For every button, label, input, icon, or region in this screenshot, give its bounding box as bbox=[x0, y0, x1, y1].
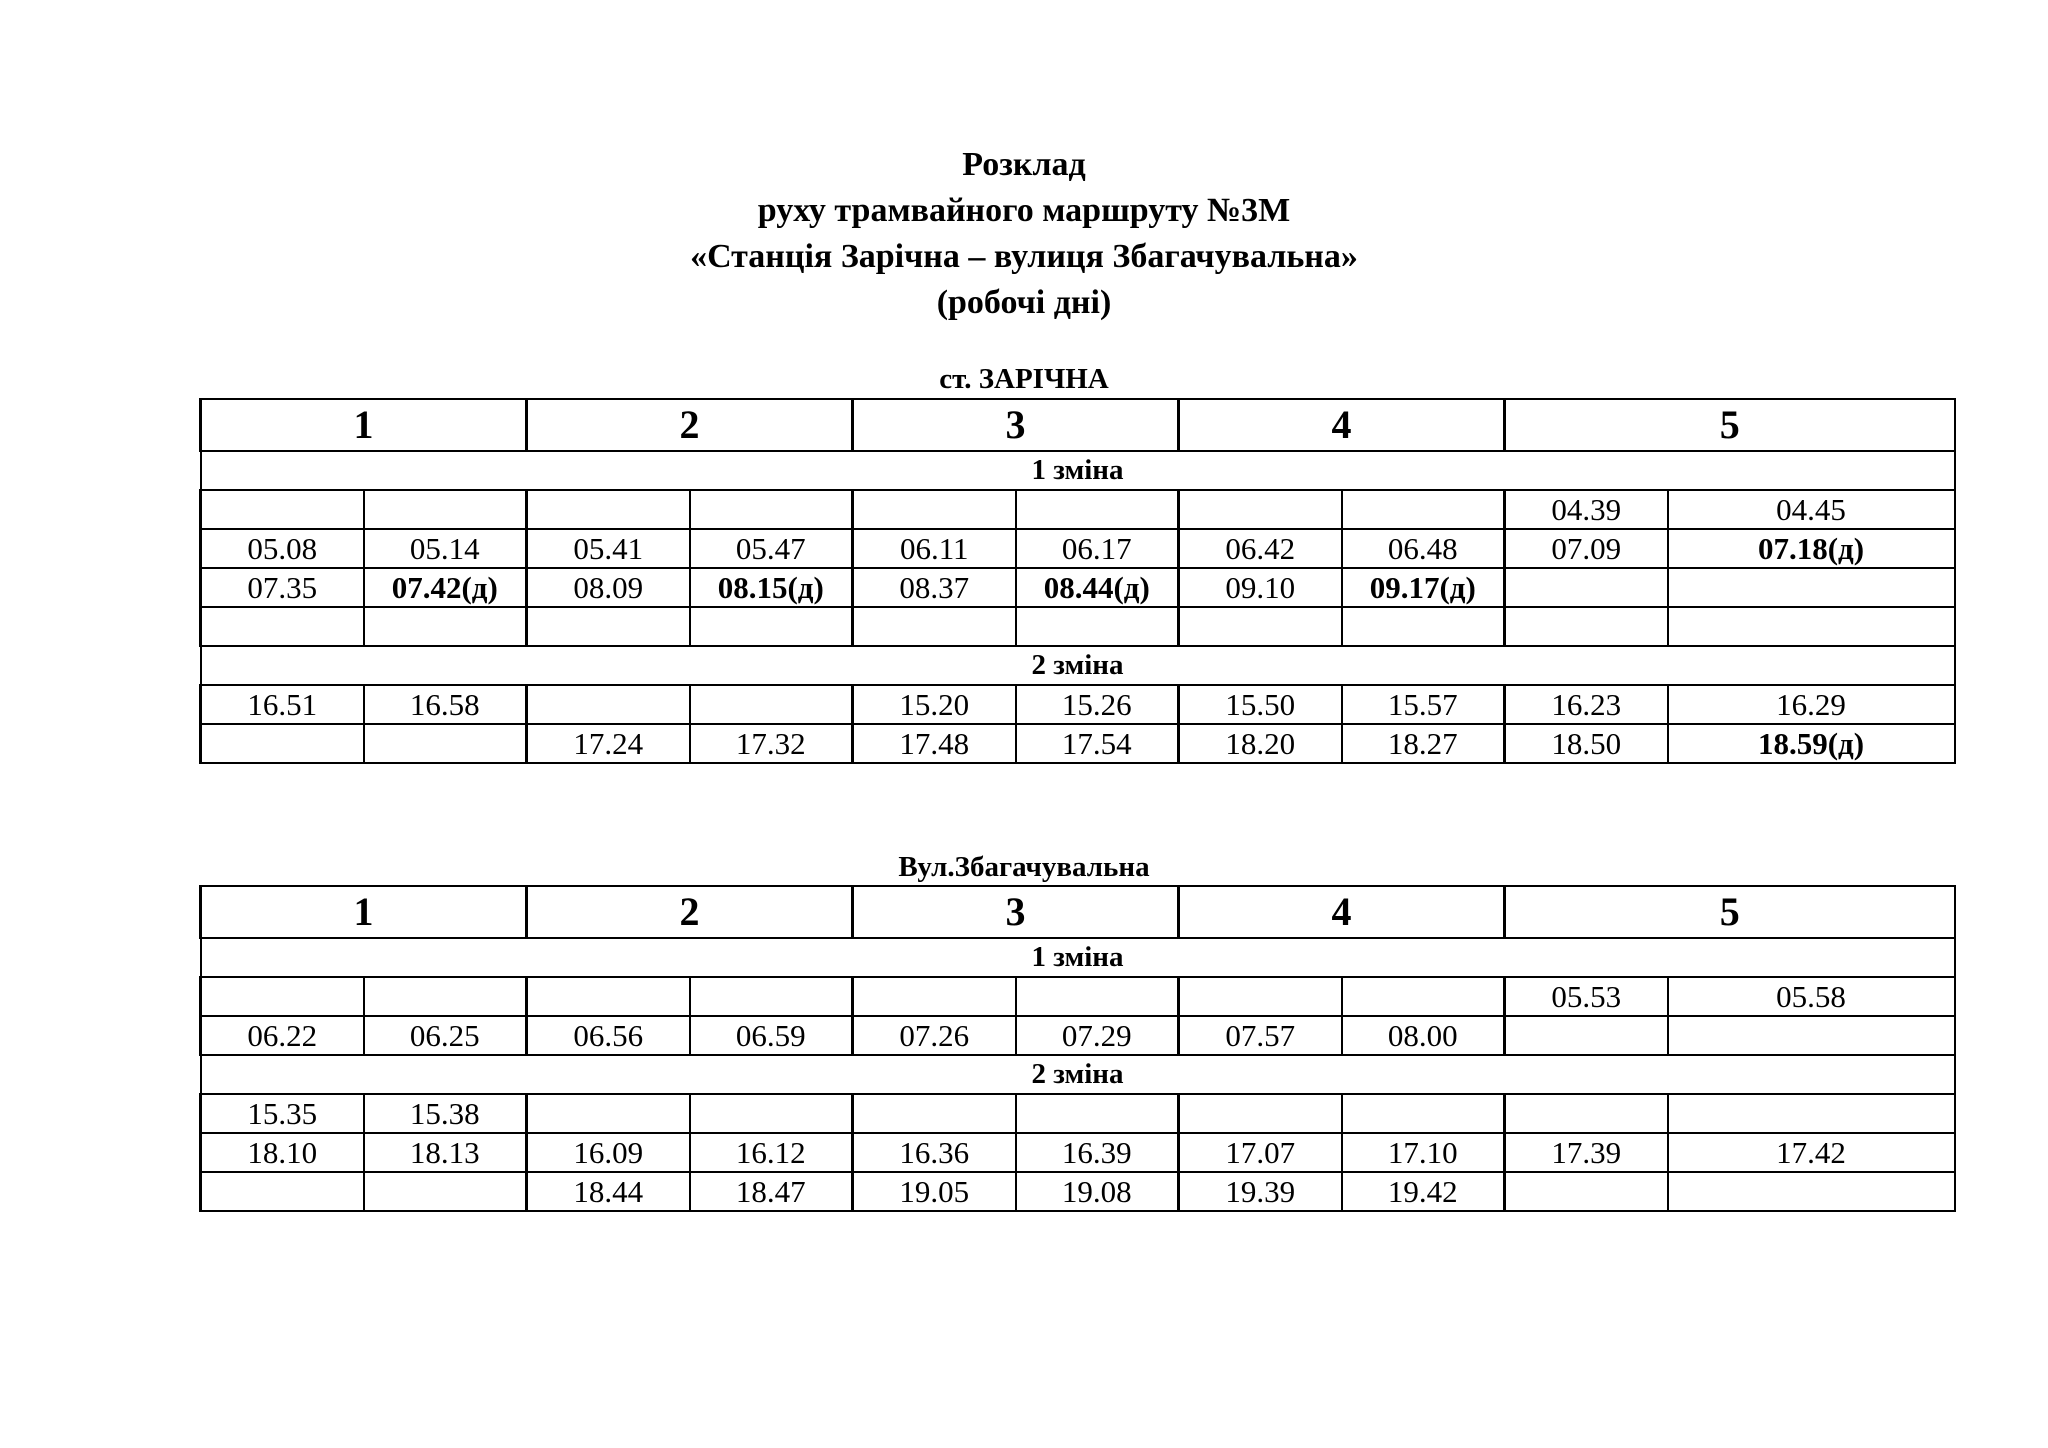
time-cell: 05.41 bbox=[527, 529, 690, 568]
time-cell: 16.09 bbox=[527, 1133, 690, 1172]
time-cell: 17.24 bbox=[527, 724, 690, 763]
time-cell bbox=[1179, 977, 1342, 1016]
time-cell: 19.05 bbox=[853, 1172, 1016, 1211]
group-header-cell: 4 bbox=[1179, 886, 1505, 938]
time-cell bbox=[201, 490, 364, 529]
time-cell bbox=[853, 490, 1016, 529]
time-cell: 16.51 bbox=[201, 685, 364, 724]
time-cell: 08.09 bbox=[527, 568, 690, 607]
time-cell: 18.50 bbox=[1505, 724, 1668, 763]
shift-label: 1 зміна bbox=[201, 938, 1955, 977]
time-cell bbox=[1016, 607, 1179, 646]
time-cell: 04.45 bbox=[1668, 490, 1955, 529]
time-cell bbox=[1179, 490, 1342, 529]
time-cell: 09.17(д) bbox=[1342, 568, 1505, 607]
time-cell: 06.22 bbox=[201, 1016, 364, 1055]
time-cell bbox=[690, 607, 853, 646]
table-row bbox=[201, 1094, 1955, 1133]
time-cell bbox=[364, 490, 527, 529]
table-row bbox=[201, 529, 1955, 568]
time-cell bbox=[364, 724, 527, 763]
time-cell: 18.27 bbox=[1342, 724, 1505, 763]
time-cell bbox=[1505, 1094, 1668, 1133]
time-cell: 08.44(д) bbox=[1016, 568, 1179, 607]
time-cell: 15.57 bbox=[1342, 685, 1505, 724]
time-cell: 18.20 bbox=[1179, 724, 1342, 763]
time-cell bbox=[1342, 490, 1505, 529]
time-cell bbox=[201, 1172, 364, 1211]
group-header-cell: 3 bbox=[853, 886, 1179, 938]
time-cell: 18.44 bbox=[527, 1172, 690, 1211]
time-cell: 19.08 bbox=[1016, 1172, 1179, 1211]
time-cell: 07.18(д) bbox=[1668, 529, 1955, 568]
group-header-cell: 2 bbox=[527, 399, 853, 451]
time-cell bbox=[1179, 1094, 1342, 1133]
time-cell bbox=[1505, 568, 1668, 607]
time-cell: 19.39 bbox=[1179, 1172, 1342, 1211]
time-cell: 09.10 bbox=[1179, 568, 1342, 607]
time-cell: 07.42(д) bbox=[364, 568, 527, 607]
table-row bbox=[201, 568, 1955, 607]
time-cell: 15.35 bbox=[201, 1094, 364, 1133]
time-cell: 05.53 bbox=[1505, 977, 1668, 1016]
time-cell: 06.17 bbox=[1016, 529, 1179, 568]
time-cell bbox=[364, 1172, 527, 1211]
time-cell: 17.10 bbox=[1342, 1133, 1505, 1172]
time-cell bbox=[1505, 607, 1668, 646]
time-cell bbox=[1668, 607, 1955, 646]
time-cell: 17.39 bbox=[1505, 1133, 1668, 1172]
time-cell bbox=[1505, 1016, 1668, 1055]
time-cell: 15.38 bbox=[364, 1094, 527, 1133]
shift-label-row bbox=[201, 451, 1955, 490]
time-cell: 16.58 bbox=[364, 685, 527, 724]
time-cell bbox=[1342, 977, 1505, 1016]
table-row bbox=[201, 977, 1955, 1016]
time-cell bbox=[1668, 568, 1955, 607]
time-cell bbox=[364, 607, 527, 646]
shift-label-row bbox=[201, 938, 1955, 977]
time-cell: 06.11 bbox=[853, 529, 1016, 568]
shift-label: 1 зміна bbox=[201, 451, 1955, 490]
zarichna-caption: ст. ЗАРІЧНА bbox=[939, 363, 1109, 395]
title-line-3: «Станція Зарічна – вулиця Збагачувальна» bbox=[690, 238, 1358, 275]
time-cell bbox=[690, 1094, 853, 1133]
group-header-cell: 5 bbox=[1505, 886, 1955, 938]
time-cell: 16.12 bbox=[690, 1133, 853, 1172]
time-cell bbox=[364, 977, 527, 1016]
time-cell: 15.20 bbox=[853, 685, 1016, 724]
group-header-cell: 5 bbox=[1505, 399, 1955, 451]
time-cell: 17.42 bbox=[1668, 1133, 1955, 1172]
time-cell bbox=[690, 977, 853, 1016]
time-cell: 16.23 bbox=[1505, 685, 1668, 724]
zarichna-schedule-table bbox=[199, 398, 1956, 764]
time-cell: 07.35 bbox=[201, 568, 364, 607]
title-line-1: Розклад bbox=[962, 146, 1086, 183]
table-row bbox=[201, 685, 1955, 724]
time-cell bbox=[1179, 607, 1342, 646]
time-cell: 05.58 bbox=[1668, 977, 1955, 1016]
time-cell bbox=[853, 977, 1016, 1016]
time-cell: 16.29 bbox=[1668, 685, 1955, 724]
time-cell: 04.39 bbox=[1505, 490, 1668, 529]
time-cell: 08.00 bbox=[1342, 1016, 1505, 1055]
title-line-2: руху трамвайного маршруту №3М bbox=[757, 192, 1291, 229]
group-header-cell: 4 bbox=[1179, 399, 1505, 451]
time-cell: 06.48 bbox=[1342, 529, 1505, 568]
time-cell: 07.26 bbox=[853, 1016, 1016, 1055]
table-row bbox=[201, 490, 1955, 529]
shift-label-row bbox=[201, 646, 1955, 685]
shift-label: 2 зміна bbox=[201, 646, 1955, 685]
group-header-cell: 1 bbox=[201, 399, 527, 451]
group-header-cell: 1 bbox=[201, 886, 527, 938]
time-cell: 19.42 bbox=[1342, 1172, 1505, 1211]
document-title bbox=[0, 142, 2048, 326]
time-cell: 06.56 bbox=[527, 1016, 690, 1055]
group-header-row bbox=[201, 886, 1955, 938]
time-cell bbox=[527, 607, 690, 646]
time-cell bbox=[853, 1094, 1016, 1133]
table-row bbox=[201, 724, 1955, 763]
time-cell: 17.07 bbox=[1179, 1133, 1342, 1172]
time-cell: 08.37 bbox=[853, 568, 1016, 607]
time-cell bbox=[201, 607, 364, 646]
time-cell: 07.09 bbox=[1505, 529, 1668, 568]
time-cell bbox=[1016, 490, 1179, 529]
time-cell: 06.59 bbox=[690, 1016, 853, 1055]
time-cell: 15.50 bbox=[1179, 685, 1342, 724]
title-line-4: (робочі дні) bbox=[936, 284, 1112, 321]
group-header-cell: 3 bbox=[853, 399, 1179, 451]
time-cell bbox=[527, 685, 690, 724]
time-cell bbox=[527, 977, 690, 1016]
time-cell bbox=[201, 724, 364, 763]
time-cell: 07.29 bbox=[1016, 1016, 1179, 1055]
shift-label-row bbox=[201, 1055, 1955, 1094]
time-cell bbox=[1668, 1172, 1955, 1211]
table-row bbox=[201, 1133, 1955, 1172]
time-cell bbox=[1342, 607, 1505, 646]
group-header-row bbox=[201, 399, 1955, 451]
time-cell bbox=[527, 490, 690, 529]
time-cell: 18.59(д) bbox=[1668, 724, 1955, 763]
table-row bbox=[201, 607, 1955, 646]
time-cell bbox=[1505, 1172, 1668, 1211]
group-header-cell: 2 bbox=[527, 886, 853, 938]
time-cell bbox=[1342, 1094, 1505, 1133]
time-cell bbox=[527, 1094, 690, 1133]
time-cell: 18.13 bbox=[364, 1133, 527, 1172]
time-cell bbox=[1016, 1094, 1179, 1133]
zbagachuvalna-schedule-table bbox=[199, 885, 1956, 1212]
time-cell: 06.25 bbox=[364, 1016, 527, 1055]
time-cell: 05.47 bbox=[690, 529, 853, 568]
shift-label: 2 зміна bbox=[201, 1055, 1955, 1094]
time-cell: 18.10 bbox=[201, 1133, 364, 1172]
time-cell bbox=[853, 607, 1016, 646]
time-cell: 08.15(д) bbox=[690, 568, 853, 607]
time-cell: 07.57 bbox=[1179, 1016, 1342, 1055]
time-cell: 16.39 bbox=[1016, 1133, 1179, 1172]
time-cell: 06.42 bbox=[1179, 529, 1342, 568]
time-cell: 15.26 bbox=[1016, 685, 1179, 724]
time-cell bbox=[690, 685, 853, 724]
zbagachuvalna-caption: Вул.Збагачувальна bbox=[898, 851, 1150, 883]
time-cell bbox=[1668, 1016, 1955, 1055]
time-cell bbox=[1668, 1094, 1955, 1133]
time-cell: 16.36 bbox=[853, 1133, 1016, 1172]
time-cell: 17.32 bbox=[690, 724, 853, 763]
time-cell: 05.08 bbox=[201, 529, 364, 568]
time-cell: 18.47 bbox=[690, 1172, 853, 1211]
time-cell: 17.48 bbox=[853, 724, 1016, 763]
time-cell: 05.14 bbox=[364, 529, 527, 568]
table-row bbox=[201, 1016, 1955, 1055]
time-cell bbox=[201, 977, 364, 1016]
time-cell bbox=[1016, 977, 1179, 1016]
table-row bbox=[201, 1172, 1955, 1211]
time-cell: 17.54 bbox=[1016, 724, 1179, 763]
time-cell bbox=[690, 490, 853, 529]
